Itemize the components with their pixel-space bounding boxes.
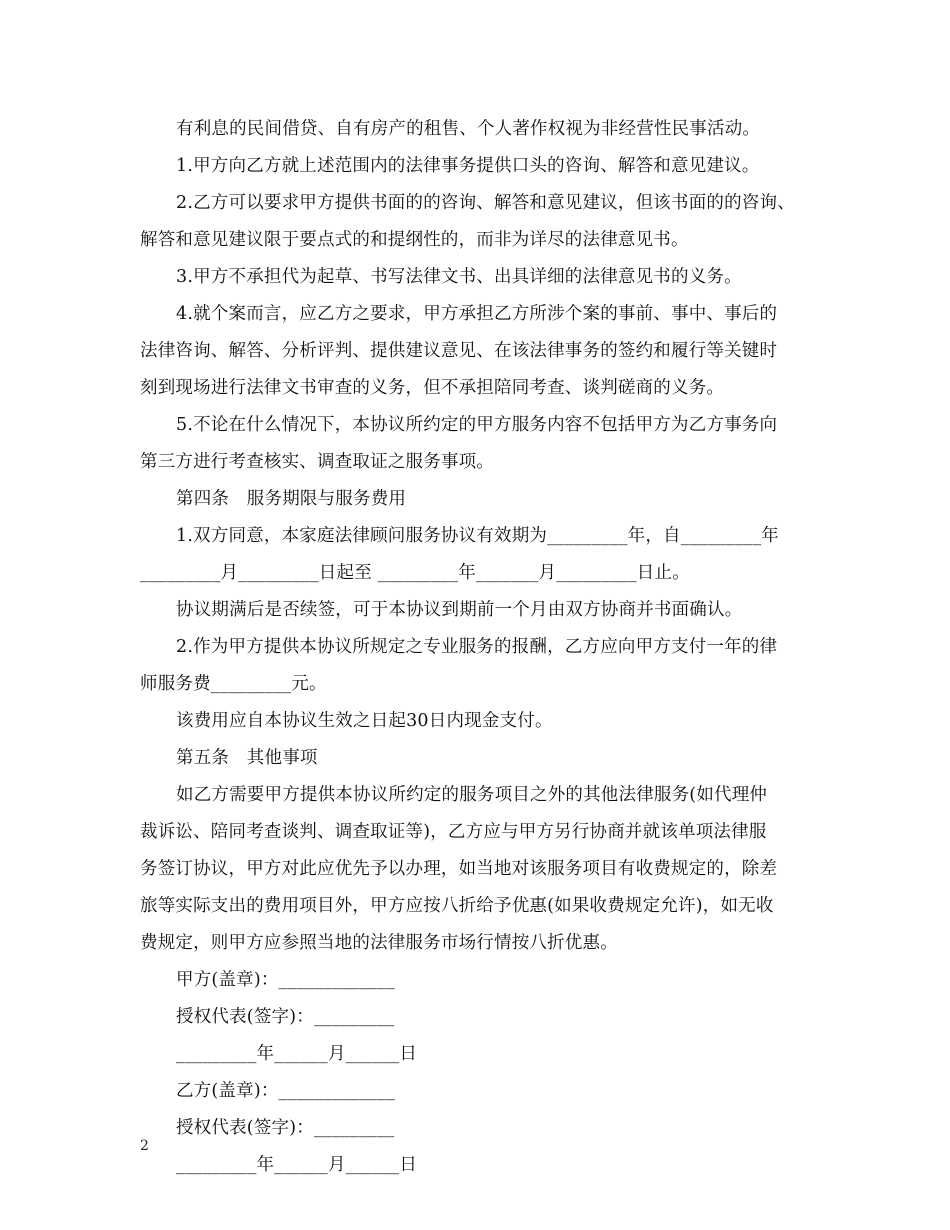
party-b-representative-line: 授权代表(签字)：_________ xyxy=(176,1118,395,1138)
party-a-seal-line: 甲方(盖章)：_____________ xyxy=(176,970,395,990)
text-line: 有利息的民间借贷、自有房产的租售、个人著作权视为非经营性民事活动。 xyxy=(176,119,761,139)
paragraph-item-3 xyxy=(140,259,830,296)
text-line: 协议期满后是否续签，可于本协议到期前一个月由双方协商并书面确认。 xyxy=(176,600,743,620)
text-line: 如乙方需要甲方提供本协议所约定的服务项目之外的其他法律服务(如代理仲 xyxy=(176,785,768,805)
page-number: 2 xyxy=(140,1138,149,1154)
paragraph-item-1 xyxy=(140,148,830,185)
text-line: 1.双方同意，本家庭法律顾问服务协议有效期为_________年，自_________年 xyxy=(176,526,779,546)
party-b-date-line: _________年______月______日 xyxy=(176,1155,418,1175)
signature-block-party-b xyxy=(140,1073,830,1184)
text-line: 2.作为甲方提供本协议所规定之专业服务的报酬，乙方应向甲方支付一年的律 xyxy=(176,637,778,657)
paragraph-term xyxy=(140,518,830,592)
paragraph-fee xyxy=(140,629,830,703)
text-line: 法律咨询、解答、分析评判、提供建议意见、在该法律事务的签约和履行等关键时 xyxy=(140,341,778,361)
text-line: 师服务费_________元。 xyxy=(140,674,327,694)
text-line: 务签订协议，甲方对此应优先予以办理，如当地对该服务项目有收费规定的，除差 xyxy=(140,859,778,879)
text-line: 1.甲方向乙方就上述范围内的法律事务提供口头的咨询、解答和意见建议。 xyxy=(176,156,760,176)
text-line: 第三方进行考查核实、调查取证之服务事项。 xyxy=(140,452,494,472)
signature-block-party-a xyxy=(140,962,830,1073)
text-line: 2.乙方可以要求甲方提供书面的的咨询、解答和意见建议，但该书面的的咨询、 xyxy=(176,193,795,213)
text-line: 解答和意见建议限于要点式的和提纲性的，而非为详尽的法律意见书。 xyxy=(140,230,689,250)
section-heading: 第五条 其他事项 xyxy=(176,748,318,768)
paragraph-intro-continuation xyxy=(140,111,830,148)
party-a-representative-line: 授权代表(签字)：_________ xyxy=(176,1007,395,1027)
text-line: 旅等实际支出的费用项目外，甲方应按八折给予优惠(如果收费规定允许)，如无收 xyxy=(140,896,774,916)
text-line: 刻到现场进行法律文书审查的义务，但不承担陪同考查、谈判磋商的义务。 xyxy=(140,378,725,398)
party-a-date-line: _________年______月______日 xyxy=(176,1044,418,1064)
paragraph-other-services xyxy=(140,777,830,962)
text-line: 4.就个案而言，应乙方之要求，甲方承担乙方所涉个案的事前、事中、事后的 xyxy=(176,304,778,324)
paragraph-item-4 xyxy=(140,296,830,407)
section-heading: 第四条 服务期限与服务费用 xyxy=(176,489,407,509)
paragraph-renewal xyxy=(140,592,830,629)
text-line: 3.甲方不承担代为起草、书写法律文书、出具详细的法律意见书的义务。 xyxy=(176,267,742,287)
text-line: 裁诉讼、陪同考查谈判、调查取证等)，乙方应与甲方另行协商并就该单项法律服 xyxy=(140,822,767,842)
text-line: 费规定，则甲方应参照当地的法律服务市场行情按八折优惠。 xyxy=(140,933,618,953)
paragraph-payment xyxy=(140,703,830,740)
section-heading-article-5 xyxy=(140,740,830,777)
paragraph-item-5 xyxy=(140,407,830,481)
party-b-seal-line: 乙方(盖章)：_____________ xyxy=(176,1081,395,1101)
text-line: 该费用应自本协议生效之日起30日内现金支付。 xyxy=(176,711,553,731)
paragraph-item-2 xyxy=(140,185,830,259)
section-heading-article-4 xyxy=(140,481,830,518)
text-line: _________月_________日起至 _________年_______月_________日止。 xyxy=(140,563,690,583)
text-line: 5.不论在什么情况下，本协议所约定的甲方服务内容不包括甲方为乙方事务向 xyxy=(176,415,778,435)
